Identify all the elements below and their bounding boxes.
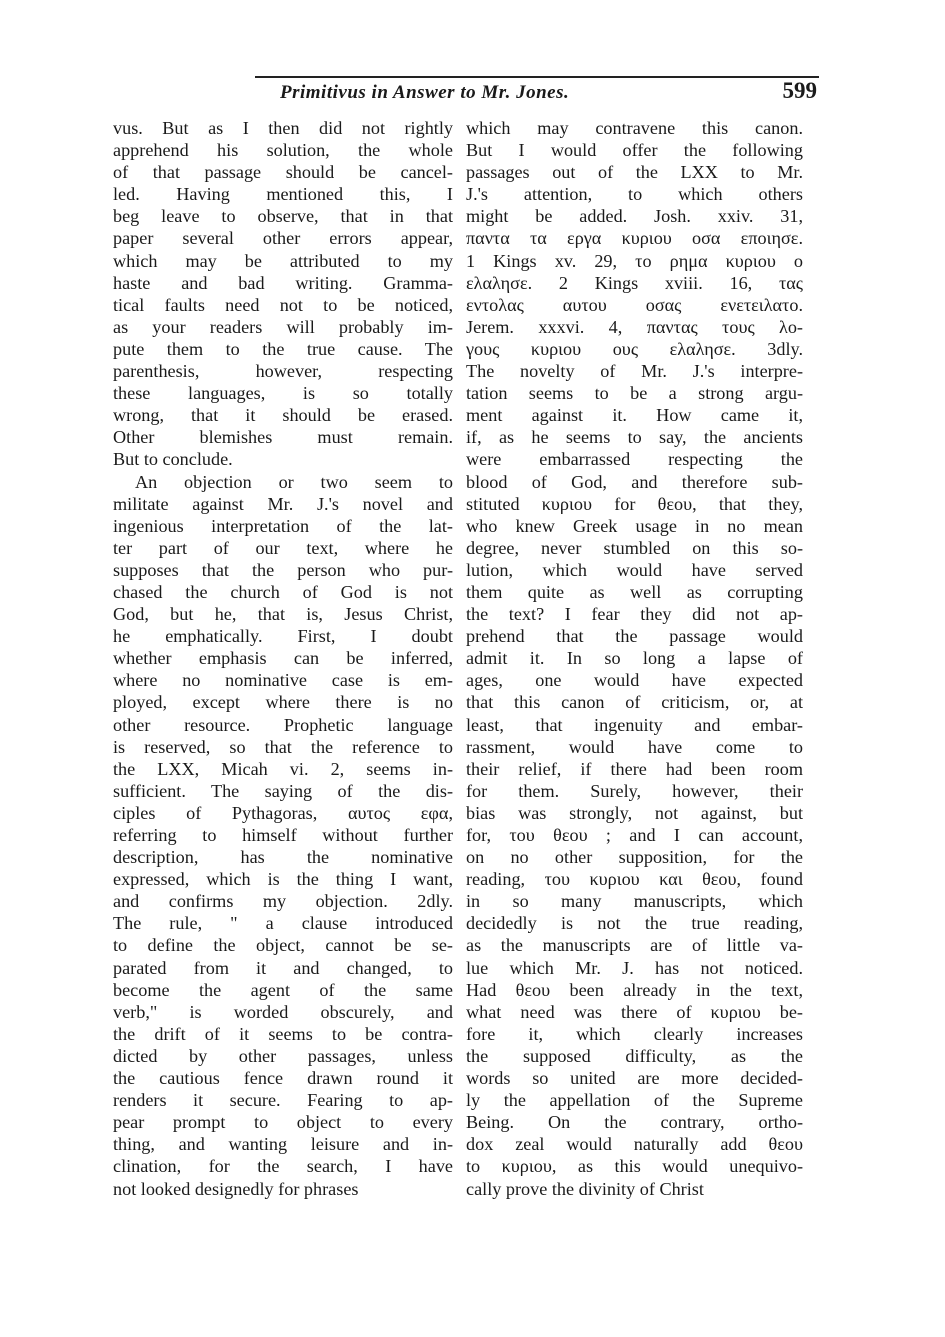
text-line: cally prove the divinity of Christ [466, 1178, 704, 1199]
text-line: An objection or two seem to [135, 471, 453, 492]
text-line: decidedly is not the true reading, [466, 913, 803, 934]
text-line: haste and bad writing. Gramma- [113, 272, 453, 293]
text-line: Other blemishes must remain. [113, 427, 453, 448]
text-line: of that passage should be cancel- [113, 162, 453, 183]
text-line: God, but he, that is, Jesus Christ, [113, 604, 453, 625]
text-line: where no nominative case is em- [113, 670, 453, 691]
text-line: ly the appellation of the Supreme [466, 1090, 803, 1111]
text-line: thing, and wanting leisure and in- [113, 1134, 453, 1155]
text-line: verb," is worded obscurely, and [113, 1001, 453, 1022]
text-line: led. Having mentioned this, I [113, 184, 453, 205]
left-column [113, 117, 453, 1200]
text-line: bias was strongly, not against, but [466, 802, 803, 823]
text-line: Jerem. xxxvi. 4, παντας τους λο- [466, 316, 803, 337]
text-line: The rule, " a clause introduced [113, 913, 453, 934]
text-line: ciples of Pythagoras, αυτος εφα, [113, 802, 453, 823]
text-line: the LXX, Micah vi. 2, seems in- [113, 758, 453, 779]
text-line: dox zeal would naturally add θεου [466, 1134, 803, 1155]
text-line: what need was there of κυριου be- [466, 1001, 803, 1022]
text-line: as the manuscripts are of little va- [466, 935, 803, 956]
text-line: Being. On the contrary, ortho- [466, 1112, 803, 1133]
text-line: that this canon of criticism, or, at [466, 692, 803, 713]
text-line: tation seems to be a strong argu- [466, 383, 803, 404]
text-line: become the agent of the same [113, 979, 453, 1000]
text-line: chased the church of God is not [113, 581, 453, 602]
text-line: on no other supposition, for the [466, 847, 803, 868]
text-line: vus. But as I then did not rightly [113, 118, 453, 138]
text-line: renders it secure. Fearing to ap- [113, 1090, 453, 1111]
text-line: lue which Mr. J. has not noticed. [466, 957, 803, 978]
text-line: parated from it and changed, to [113, 957, 453, 978]
text-line: whether emphasis can be inferred, [113, 648, 453, 669]
text-line: ελαλησε. 2 Kings xviii. 16, τας [466, 272, 803, 293]
text-line: passages out of the LXX to Mr. [466, 162, 803, 183]
text-line: militate against Mr. J.'s novel and [113, 493, 453, 514]
text-line: other resource. Prophetic language [113, 714, 453, 735]
text-line: J.'s attention, to which others [466, 184, 803, 205]
text-line: lution, which would have served [466, 559, 803, 580]
text-line: not looked designedly for phrases [113, 1178, 359, 1199]
text-line: supposes that the person who pur- [113, 559, 453, 580]
text-line: paper several other errors appear, [113, 228, 453, 249]
text-line: the cautious fence drawn round it [113, 1068, 453, 1089]
text-line: for them. Surely, however, their [466, 780, 803, 801]
text-line: ages, one would have expected [466, 670, 803, 691]
text-line: expressed, which is the thing I want, [113, 869, 453, 890]
text-line: sufficient. The saying of the dis- [113, 780, 453, 801]
text-line: The novelty of Mr. J.'s interpre- [466, 361, 803, 382]
text-line: and confirms my objection. 2dly. [113, 891, 453, 912]
text-line: admit it. In so long a lapse of [466, 648, 803, 669]
text-line: if, as he seems to say, the ancients [466, 427, 803, 448]
text-line: Had θεου been already in the text, [466, 979, 803, 1000]
text-line: referring to himself without further [113, 825, 453, 845]
text-line: the drift of it seems to be contra- [113, 1023, 453, 1044]
text-line: them quite as well as corrupting [466, 581, 803, 602]
text-line: clination, for the search, I have [113, 1156, 453, 1177]
text-line: degree, never stumbled on this so- [466, 537, 803, 558]
text-line: εντολας αυτου οσας ενετειλατο. [466, 294, 803, 315]
text-line: dicted by other passages, unless [113, 1045, 453, 1066]
text-line: description, has the nominative [113, 847, 453, 868]
text-line: fore it, which clearly increases [466, 1023, 803, 1044]
text-line: to define the object, cannot be se- [113, 935, 453, 956]
text-line: παντα τα εργα κυριου οσα εποιησε. [466, 228, 803, 249]
text-line: pear prompt to object to every [113, 1112, 453, 1133]
page-number: 599 [782, 78, 817, 103]
text-line: the text? I fear they did not ap- [466, 604, 803, 625]
header-rule [255, 76, 819, 78]
text-line: 1 Kings xv. 29, το ρημα κυριου ο [466, 250, 803, 271]
text-line: these languages, is so totally [113, 383, 453, 404]
text-line: prehend that the passage would [466, 626, 803, 647]
text-line: ter part of our text, where he [113, 537, 453, 558]
text-line: beg leave to observe, that in that [113, 206, 453, 227]
text-line: he emphatically. First, I doubt [113, 626, 453, 647]
text-line: the supposed difficulty, as the [466, 1045, 803, 1066]
text-line: ployed, except where there is no [113, 692, 453, 713]
text-line: their relief, if there had been room [466, 758, 803, 779]
text-line: stituted κυριου for θεου, that they, [466, 493, 803, 514]
text-line: to κυριου, as this would unequivo- [466, 1156, 803, 1177]
text-line: tical faults need not to be noticed, [113, 294, 453, 315]
right-column [466, 117, 803, 1200]
text-line: But I would offer the following [466, 140, 803, 161]
text-line: who knew Greek usage in no mean [466, 515, 803, 536]
text-line: blood of God, and therefore sub- [466, 471, 803, 492]
running-head [255, 80, 817, 108]
text-line: words so united are more decided- [466, 1068, 803, 1089]
text-line: which may contravene this canon. [466, 118, 803, 138]
text-line: as your readers will probably im- [113, 316, 453, 337]
text-line: apprehend his solution, the whole [113, 140, 453, 161]
running-title: Primitivus in Answer to Mr. Jones. [280, 82, 570, 103]
text-line: were embarrassed respecting the [466, 449, 803, 470]
text-line: ingenious interpretation of the lat- [113, 515, 453, 536]
text-line: parenthesis, however, respecting [113, 361, 453, 382]
text-line: in so many manuscripts, which [466, 891, 803, 912]
text-line: γους κυριου ους ελαλησε. 3dly. [466, 338, 803, 359]
text-line: But to conclude. [113, 449, 233, 470]
text-line: might be added. Josh. xxiv. 31, [466, 206, 803, 227]
text-line: least, that ingenuity and embar- [466, 714, 803, 735]
text-line: pute them to the true cause. The [113, 338, 453, 359]
text-line: wrong, that it should be erased. [113, 405, 453, 426]
text-line: which may be attributed to my [113, 250, 453, 271]
text-line: ment against it. How came it, [466, 405, 803, 426]
text-line: is reserved, so that the reference to [113, 736, 453, 757]
text-line: reading, του κυριου και θεου, found [466, 869, 803, 890]
text-line: for, του θεου ; and I can account, [466, 825, 803, 845]
text-line: rassment, would have come to [466, 736, 803, 757]
